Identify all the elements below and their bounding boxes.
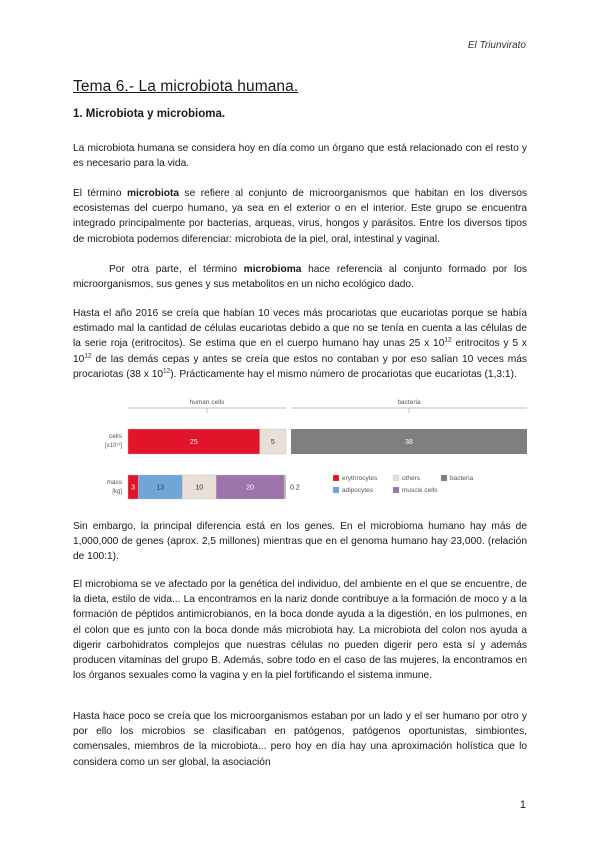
bar-label-cells-erythrocytes: 25 <box>189 439 198 446</box>
legend-label-muscle-cells: muscle cells <box>402 487 438 494</box>
row-label-mass: mass <box>106 479 122 486</box>
bar-label-mass-adipocytes: 13 <box>156 484 165 492</box>
cells-mass-chart <box>90 396 530 516</box>
group-label-human-cells: human cells <box>189 399 225 406</box>
legend-swatch-muscle-cells <box>393 487 399 493</box>
term-microbioma: microbioma <box>243 264 302 275</box>
bar-label-mass-erythrocytes: 3 <box>131 484 136 492</box>
paragraph-cell-counts <box>73 306 527 382</box>
paragraph-microbiota <box>73 186 527 247</box>
text-run: eritrocitos y 5 x 10 <box>73 338 527 365</box>
legend-swatch-adipocytes <box>333 487 339 493</box>
legend-label-others: others <box>402 475 421 482</box>
page-number: 1 <box>519 799 526 811</box>
text-run: de las demás cepas y antes se creía que estos no contaban y por eso salían 10 veces más procariotas (38 x 10 <box>73 353 527 380</box>
legend-label-bacteria: bacteria <box>450 475 474 482</box>
bar-label-mass-muscle-cells: 20 <box>246 484 254 492</box>
paragraph-microbioma <box>73 262 527 292</box>
row-unit-mass: [kg] <box>112 489 122 495</box>
text-run: Hasta el año 2016 se creía que habían 10 veces más procariotas que eucariotas porque se había estimado mal la cantidad de células eucariotas debido a que no se tenía en cuenta a las células de la serie roja (eritrocitos). Se estima que en el cuerpo humano hay unas 25 x 10 <box>73 308 527 350</box>
bar-label-cells-others: 5 <box>270 439 275 446</box>
bar-label-mass-bacteria: 0.2 <box>290 484 300 492</box>
row-unit-cells: [x10¹³] <box>104 443 122 449</box>
paragraph-intro: La microbiota humana se considera hoy en día como un órgano que está relacionado con el resto y es necesario para la vida. <box>73 143 527 170</box>
text-run: se refiere al conjunto de microorganismos que habitan en los diversos ecosistemas del cuerpo humano, ya sea en el exterior o en el interior. Este grupo se encuentra integrado principalmente por bacterias, arqueas, virus, hongos y parásitos. Entre los diversos tipos de microbiota podemos diferenciar: microbiota de la piel, oral, intestinal y vaginal. <box>73 188 527 245</box>
section-heading: 1. Microbiota y microbioma. <box>73 108 226 120</box>
page-title <box>73 78 298 96</box>
title-text: Tema 6.- La microbiota humana. <box>73 78 299 95</box>
term-microbiota: microbiota <box>126 188 180 199</box>
legend-swatch-bacteria <box>441 475 447 481</box>
legend-label-adipocytes: adipocytes <box>342 487 374 494</box>
bar-label-cells-bacteria: 38 <box>405 439 413 446</box>
paragraph-genes: Sin embargo, la principal diferencia está en los genes. En el microbioma humano hay más de 1,000,000 de genes (aprox. 2,5 millones) mientras que en el genoma humano hay 23,000. (relación de 100:1). <box>73 521 527 563</box>
paragraph-microbioma-factors: El microbioma se ve afectado por la genética del individuo, del ambiente en el que se encuentre, de la dieta, estilo de vida... La encontramos en la nariz donde contribuye a la formación de moco y a la formación de péptidos antimicrobianos, en la boca donde ayuda a la digestión, en los pulmones, en el colon que es junto con la boca donde más microbiota hay. La microbiota del colon nos ayuda a digerir carbohidratos complejos que nuestras células no pueden digerir pero esta sí y además producen vitaminas del grupo B. Además, sobre todo en el caso de las mujeres, la encontramos en los órganos sexuales como la vagina y en la piel fortificando el sistema inmune. <box>73 579 527 682</box>
group-label-bacteria: bacteria <box>397 399 421 406</box>
text-run: ). Prácticamente hay el mismo número de procariotas que eucariotas (1,3:1). <box>170 368 517 380</box>
row-label-cells: cells <box>108 433 122 440</box>
running-header: El Triunvirato <box>467 40 526 51</box>
text-run: Por otra parte, el término <box>109 264 244 275</box>
legend-swatch-erythrocytes <box>333 475 339 481</box>
paragraph-holistic: Hasta hace poco se creía que los microorganismos estaban por un lado y el ser humano por otro y por ello los microbios se clasificaban en patógenos, patógenos oportunistas, simbiontes, comensales, miembros de la microbiota... pero hoy en día hay una aproximación holística que lo considera como un ser global, la asociación <box>73 711 527 768</box>
exponent: 12 <box>84 352 92 360</box>
exponent: 12 <box>444 337 452 345</box>
legend-swatch-others <box>393 475 399 481</box>
bar-label-mass-others: 10 <box>195 484 204 492</box>
text-run: hace referencia al conjunto formado por los microorganismos, sus genes y sus metabolitos en un nicho ecológico dado. <box>73 264 527 291</box>
text-run: El término <box>73 188 127 199</box>
legend-label-erythrocytes: erythrocytes <box>342 475 378 482</box>
exponent: 12 <box>163 367 171 375</box>
